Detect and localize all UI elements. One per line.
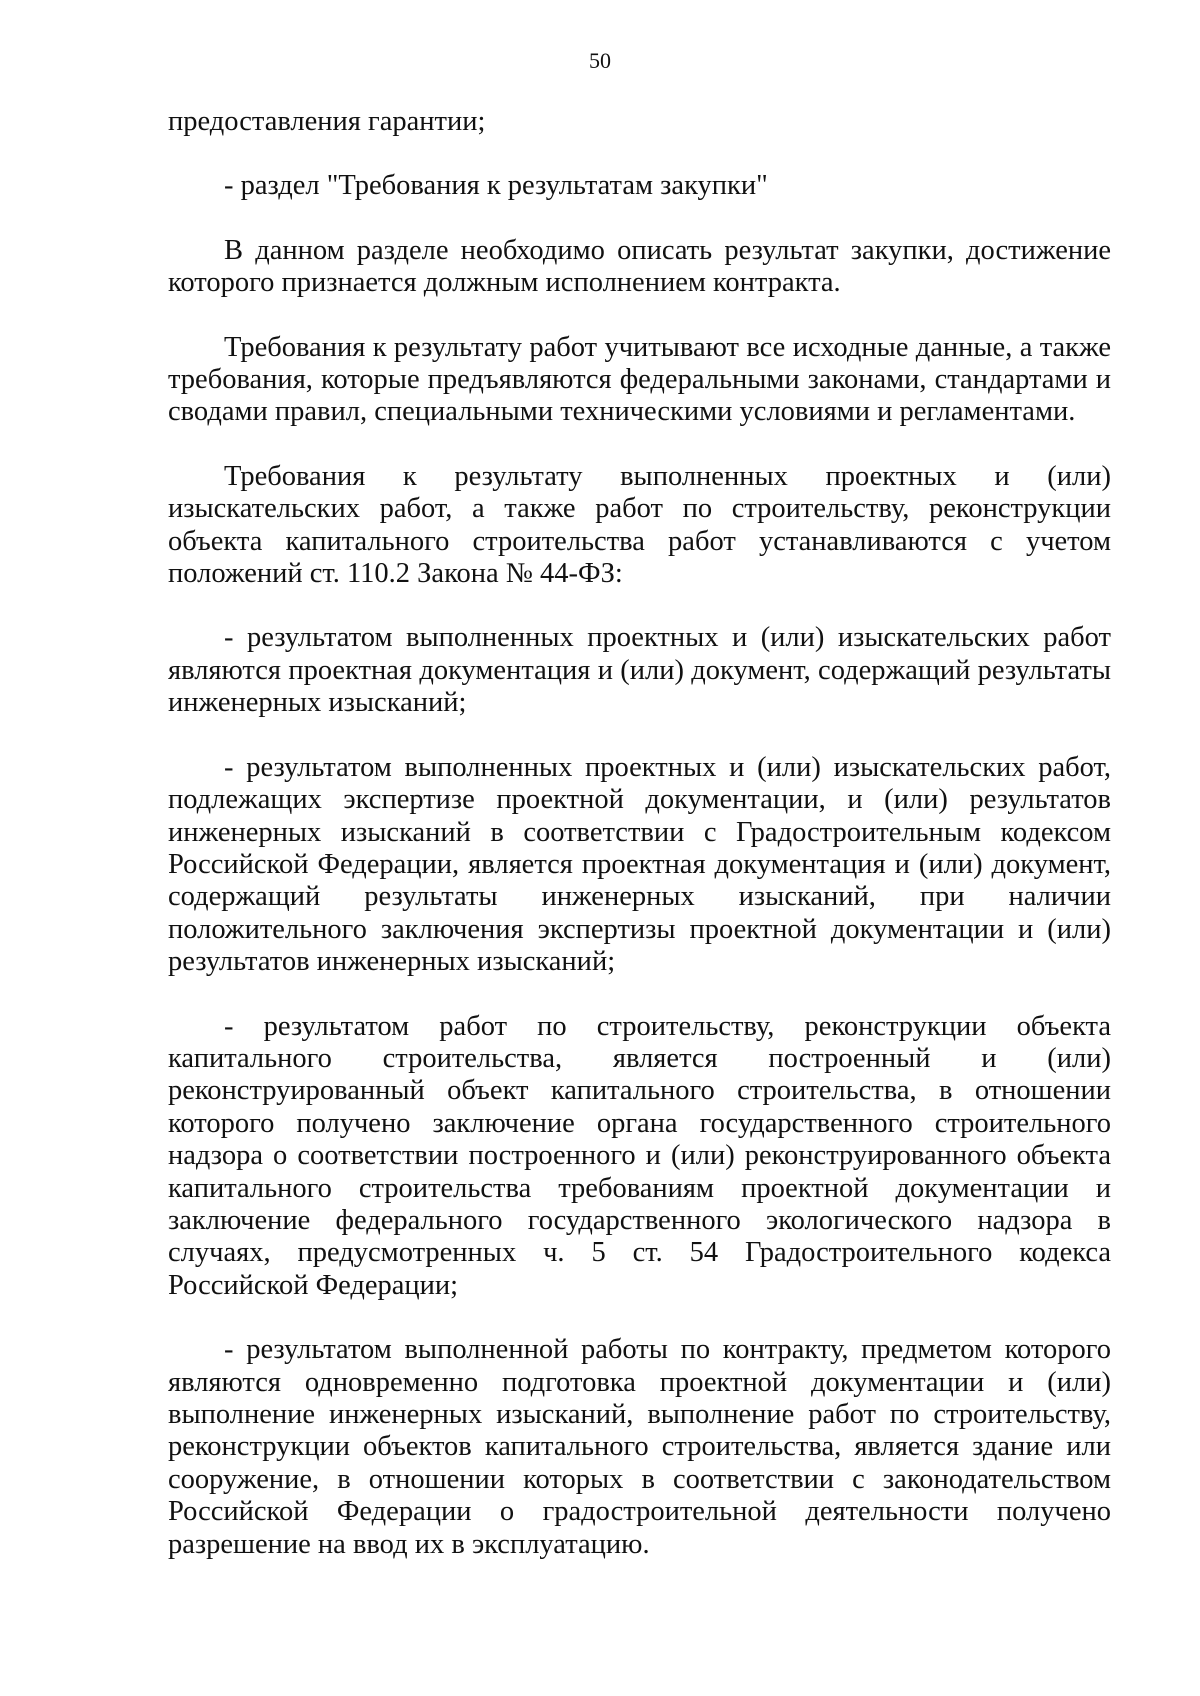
paragraph: Требования к результату выполненных проектных и (или) изыскательских работ, а также работ по строительству, реконструкции объекта капитального строительства работ устанавливаются с учетом положений ст. 110.2 Закона № 44-ФЗ: (168, 460, 1111, 590)
list-item: - результатом работ по строительству, реконструкции объекта капитального строительства, является построенный и (или) реконструированный объект капитального строительства, в отношении которого получено заключение органа государственного строительного надзора о соответствии построенного и (или) реконструированного объекта капитального строительства требованиям проектной документации и заключение федерального государственного экологического надзора в случаях, предусмотренных ч. 5 ст. 54 Градостроительного кодекса Российской Федерации; (168, 1010, 1111, 1301)
list-item: - результатом выполненных проектных и (или) изыскательских работ являются проектная документация и (или) документ, содержащий результаты инженерных изысканий; (168, 622, 1111, 719)
page-number: 50 (589, 48, 611, 73)
document-body (168, 106, 1111, 1561)
paragraph-continuation: предоставления гарантии; (168, 106, 486, 137)
paragraph: В данном разделе необходимо описать результат закупки, достижение которого признается должным исполнением контракта. (168, 234, 1111, 299)
paragraph: Требования к результату работ учитывают все исходные данные, а также требования, которые предъявляются федеральными законами, стандартами и сводами правил, специальными техническими условиями и регламентами. (168, 331, 1111, 428)
list-item: - результатом выполненной работы по контракту, предметом которого являются одновременно подготовка проектной документации и (или) выполнение инженерных изысканий, выполнение работ по строительству, реконструкции объектов капитального строительства, является здание или сооружение, в отношении которых в соответствии с законодательством Российской Федерации о градостроительной деятельности получено разрешение на ввод их в эксплуатацию. (168, 1334, 1111, 1560)
section-heading: - раздел "Требования к результатам закупки" (224, 170, 768, 202)
list-item: - результатом выполненных проектных и (или) изыскательских работ, подлежащих экспертизе проектной документации, и (или) результатов инженерных изысканий в соответствии с Градостроительным кодексом Российской Федерации, является проектная документация и (или) документ, содержащий результаты инженерных изысканий, при наличии положительного заключения экспертизы проектной документации и (или) результатов инженерных изысканий; (168, 751, 1111, 978)
